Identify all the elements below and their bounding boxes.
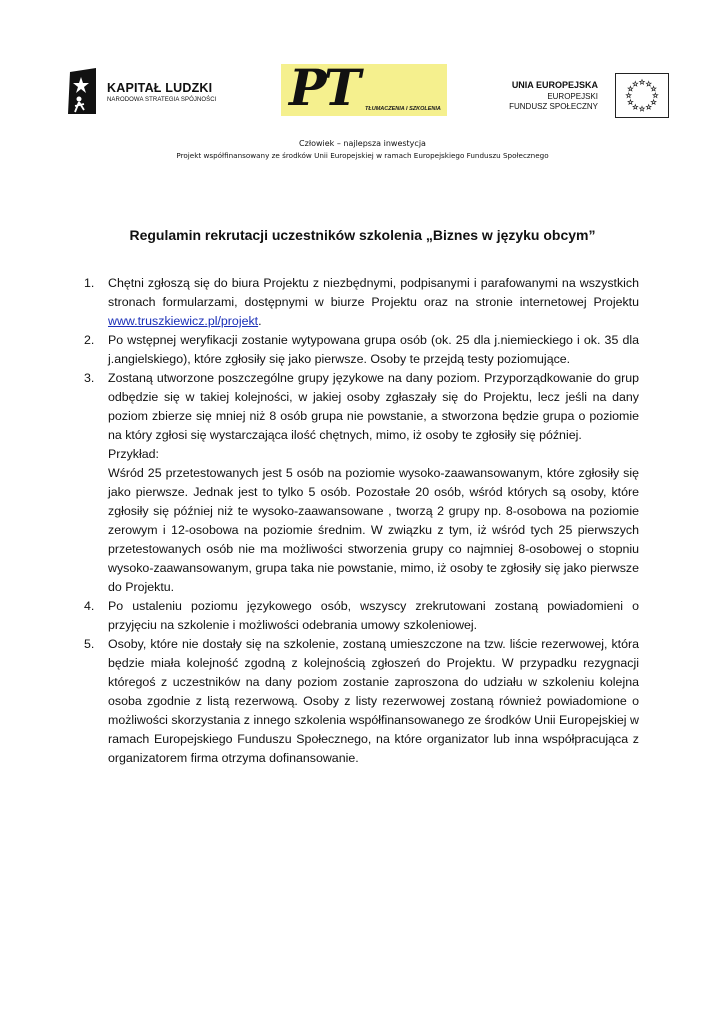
eu-star-icon — [640, 80, 645, 84]
rule-item-3 — [84, 369, 639, 597]
example-label: Przykład: — [108, 447, 159, 461]
rule-item-2 — [84, 331, 639, 369]
kapital-ludzki-logo — [66, 68, 226, 114]
page-header — [0, 138, 725, 161]
eu-flag-icon — [615, 73, 669, 118]
motto: Człowiek – najlepsza inwestycja — [299, 139, 426, 148]
rule-item-1 — [84, 274, 639, 331]
project-website-link[interactable]: www.truszkiewicz.pl/projekt — [108, 314, 259, 328]
rule-number: 5. — [84, 637, 95, 651]
pt-logo-tagline: TŁUMACZENIA I SZKOLENIA — [365, 106, 441, 112]
eu-star-icon — [651, 86, 656, 90]
pt-logo — [281, 64, 447, 116]
rule-text: Po ustaleniu poziomu językowego osób, wszyscy zrekrutowani zostaną powiadomieni o przyjęciu na szkolenie i możliwości odebrania umowy szkoleniowej. — [108, 599, 639, 632]
eu-star-icon — [628, 100, 633, 104]
eu-logo-line2: EUROPEJSKI — [547, 92, 598, 101]
document-title: Regulamin rekrutacji uczestników szkolenia „Biznes w języku obcym” — [129, 227, 596, 244]
example-text: Wśród 25 przetestowanych jest 5 osób na poziomie wysoko-zaawansowanym, które zgłosiły się jako pierwsze. Jednak jest to tylko 5 osób. Pozostałe 20 osób, wśród których są osoby, które zgłosiły się później niż te wysoko-zaawansowane , tworzą 2 grupy np. 8-osobowa na poziomie zerowym i 12-osobowa na poziomie średnim. W związku z tym, iż wśród tych 25 pierwszych przetestowanych osób nie ma możliwości stworzenia grupy co najmniej 8-osobowej o stopniu wysoko-zaawansowanym, grupa taka nie powstanie, mimo, iż osoby te zgłosiły się jako pierwsze do Projektu. — [108, 466, 639, 594]
eu-star-icon — [646, 105, 651, 110]
eu-star-icon — [626, 93, 631, 97]
cofinance-note: Projekt współfinansowany ze środków Unii Europejskiej w ramach Europejskiego Funduszu Społecznego — [176, 151, 549, 160]
rule-text: Chętni zgłoszą się do biura Projektu z niezbędnymi, podpisanymi i parafowanymi na wszystkich stronach formularzami, dostępnymi w biurze Projektu oraz na stronie internetowej Projektu — [108, 276, 639, 309]
rule-text-end: . — [258, 314, 262, 328]
eu-logo-line1: UNIA EUROPEJSKA — [511, 80, 598, 90]
eu-star-icon — [646, 81, 651, 85]
eu-star-icon — [633, 105, 638, 110]
kapital-ludzki-title: KAPITAŁ LUDZKI — [107, 81, 213, 95]
rule-number: 1. — [84, 276, 95, 290]
eu-star-icon — [628, 86, 633, 90]
rule-item-4 — [84, 597, 639, 635]
eu-star-icon — [640, 106, 645, 110]
rule-number: 3. — [84, 371, 95, 385]
rule-text: Osoby, które nie dostały się na szkolenie, zostaną umieszczone na tzw. liście rezerwowej, która będzie miała kolejność zgodną z kolejnością zgłoszeń do Projektu. W przypadku rezygnacji któregoś z uczestników na dany poziom zostanie zaproszona do udziału w szkoleniu kolejna osoba zgodnie z listą rezerwową. Osoby z listy rezerwowej zostaną również powiadomione o możliwości skorzystania z innego szkolenia współfinansowanego ze środków Unii Europejskiej w ramach Europejskiego Funduszu Społecznego, na które organizator lub inna współpracująca z organizatorem firma otrzyma dofinansowanie. — [108, 637, 639, 765]
eu-logo-line3: FUNDUSZ SPOŁECZNY — [509, 102, 598, 111]
rule-text: Po wstępnej weryfikacji zostanie wytypowana grupa osób (ok. 25 dla j.niemieckiego i ok. 35 dla j.angielskiego), które zgłosiły się jako pierwsze. Osoby te przejdą testy poziomujące. — [108, 333, 639, 366]
pt-logo-letters: PT — [289, 64, 358, 116]
rule-item-5 — [84, 635, 639, 768]
eu-star-icon — [651, 100, 656, 104]
rule-number: 2. — [84, 333, 95, 347]
rule-number: 4. — [84, 599, 95, 613]
kapital-ludzki-emblem-icon — [66, 68, 100, 114]
eu-star-icon — [633, 81, 638, 85]
eu-star-icon — [653, 93, 658, 97]
kapital-ludzki-subtitle: NARODOWA STRATEGIA SPÓJNOŚCI — [107, 97, 217, 103]
logo-bar — [0, 0, 725, 130]
rules-list — [84, 274, 639, 768]
eu-logo — [502, 73, 670, 119]
rule-text: Zostaną utworzone poszczególne grupy językowe na dany poziom. Przyporządkowanie do grup odbędzie się w takiej kolejności, w jakiej osoby zgłaszały się do Projektu, lecz jeśli na dany poziom zbierze się mniej niż 8 osób grupa nie powstanie, a stworzona będzie grupa o poziomie na który zgłosi się wystarczająca ilość chętnych, mimo, iż osoby te zgłosiły się później. — [108, 371, 639, 442]
